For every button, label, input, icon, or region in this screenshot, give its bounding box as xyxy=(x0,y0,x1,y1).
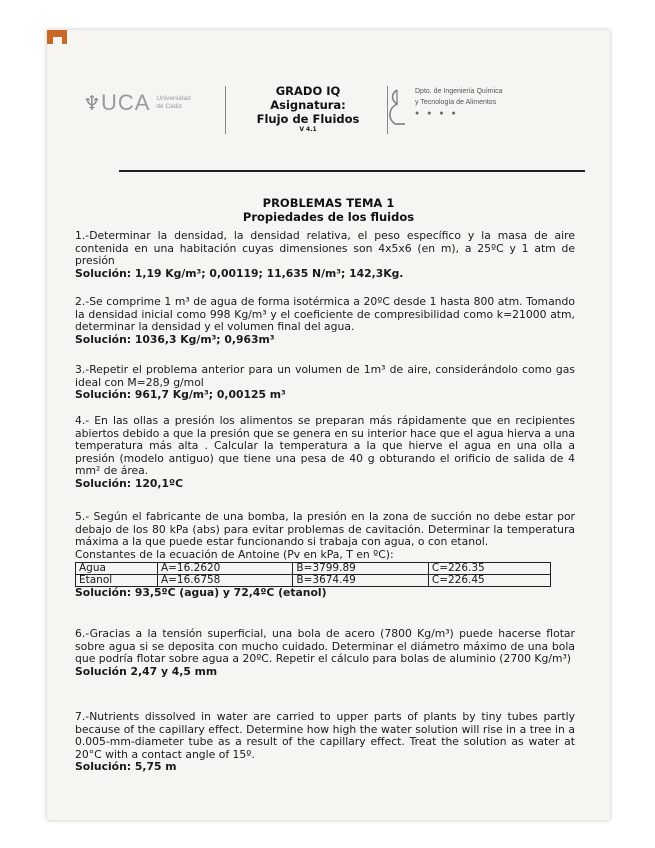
corner-tab xyxy=(47,30,67,44)
problem-2 xyxy=(75,296,575,346)
problem-5-text: 5.- Según el fabricante de una bomba, la presión en la zona de succión no debe estar por debajo de los 80 kPa (abs) para evitar problemas de cavitación. Determinar la temperatura máxima a la que puede estar funcionando si trabaja con agua, o con etanol. xyxy=(75,510,575,548)
university-name xyxy=(156,95,190,111)
problem-4-text: 4.- En las ollas a presión los alimentos se preparan más rápidamente que en recipientes abiertos debido a que la presión que se genera en su interior hace que el agua hierva a una temperatura más alta . Calcular la temperatura a la que hierve el agua en una olla a presión (modelo antiguo) que tiene una pesa de 40 g obturando el orificio de salida de 4 mm² de área. xyxy=(75,414,575,477)
subject-name: Flujo de Fluidos xyxy=(256,112,360,126)
problem-3-text: 3.-Repetir el problema anterior para un volumen de 1m³ de aire, considerándolo como gas ideal con M=28,9 g/mol xyxy=(75,363,575,389)
version-label: V 4.1 xyxy=(299,126,317,133)
document-header xyxy=(83,82,578,150)
table-cell: B=3674.49 xyxy=(293,575,428,587)
problem-2-solution: Solución: 1036,3 Kg/m³; 0,963m³ xyxy=(75,332,275,346)
problem-7-solution: Solución: 5,75 m xyxy=(75,760,177,773)
table-row xyxy=(76,575,551,587)
problem-7 xyxy=(75,711,575,774)
problem-2-text: 2.-Se comprime 1 m³ de agua de forma isotérmica a 20ºC desde 1 hasta 800 atm. Tomando la densidad inicial como 998 Kg/m³ y el coeficiente de compresibilidad como k=21000 atm, determinar la densidad y el volumen final del agua. xyxy=(75,295,575,333)
uca-logo xyxy=(83,88,191,118)
problem-4 xyxy=(75,415,575,490)
problem-3 xyxy=(75,364,575,402)
table-cell: A=16.2620 xyxy=(157,563,292,575)
problem-6-solution: Solución 2,47 y 4,5 mm xyxy=(75,664,218,678)
antoine-table-caption: Constantes de la ecuación de Antoine (Pv en kPa, T en ºC): xyxy=(75,547,394,561)
table-row xyxy=(76,563,551,575)
department-logo-icon xyxy=(383,88,409,128)
department-name xyxy=(415,86,503,119)
problem-6 xyxy=(75,628,575,678)
table-cell: C=226.35 xyxy=(428,563,550,575)
uca-wordmark: UCA xyxy=(100,90,151,115)
document-title: PROBLEMAS TEMA 1 xyxy=(262,196,395,210)
course-info xyxy=(233,84,383,134)
header-rule xyxy=(119,170,585,172)
table-cell: Etanol xyxy=(76,575,158,587)
table-cell: Agua xyxy=(76,563,158,575)
university-line1: Universidad xyxy=(156,95,191,102)
department-line1: Dpto. de Ingeniería Química xyxy=(415,88,503,95)
document-page xyxy=(47,30,610,820)
department-line2: y Tecnología de Alimentos xyxy=(415,99,497,106)
table-cell: B=3799.89 xyxy=(293,563,428,575)
problem-3-solution: Solución: 961,7 Kg/m³; 0,00125 m³ xyxy=(75,388,286,401)
problem-4-solution: Solución: 120,1ºC xyxy=(75,476,184,490)
problem-6-text: 6.-Gracias a la tensión superficial, una bola de acero (7800 Kg/m³) puede hacerse flotar sobre agua si se deposita con mucho cuidado. Determinar el diámetro máximo de una bola que podría flotar sobre agua a 20ºC. Repetir el cálculo para bolas de aluminio (2700 Kg/m³) xyxy=(75,627,575,665)
problem-1-solution: Solución: 1,19 Kg/m³; 0,00119; 11,635 N/m³; 142,3Kg. xyxy=(75,266,404,280)
grado-label: GRADO IQ xyxy=(275,84,341,98)
problem-7-text: 7.-Nutrients dissolved in water are carried to upper parts of plants by tiny tubes partly because of the capillary effect. Determine how high the water solution will rise in a tree in a 0.005-mm-diameter tube as a result of the capillary effect. Treat the solution as water at 20°C with a contact angle of 15º. xyxy=(75,710,575,761)
problem-5-solution: Solución: 93,5ºC (agua) y 72,4ºC (etanol) xyxy=(75,586,327,599)
document-subtitle: Propiedades de los fluidos xyxy=(242,210,415,224)
problem-1-text: 1.-Determinar la densidad, la densidad relativa, el peso específico y la masa de aire contenida en una habitación cuyas dimensiones son 4x5x6 (en m), a 25ºC y 1 atm de presión xyxy=(75,229,575,267)
uca-leaves-icon: ♆ xyxy=(83,91,98,115)
problem-5 xyxy=(75,511,575,600)
table-cell: C=226.45 xyxy=(428,575,550,587)
asignatura-label: Asignatura: xyxy=(270,98,346,112)
antoine-table xyxy=(75,562,551,587)
table-cell: A=16.6758 xyxy=(157,575,292,587)
problem-1 xyxy=(75,230,575,280)
university-line2: de Cádiz xyxy=(156,103,183,110)
header-divider-left xyxy=(225,86,226,134)
department-dots: ● ● ● ● xyxy=(415,110,459,117)
